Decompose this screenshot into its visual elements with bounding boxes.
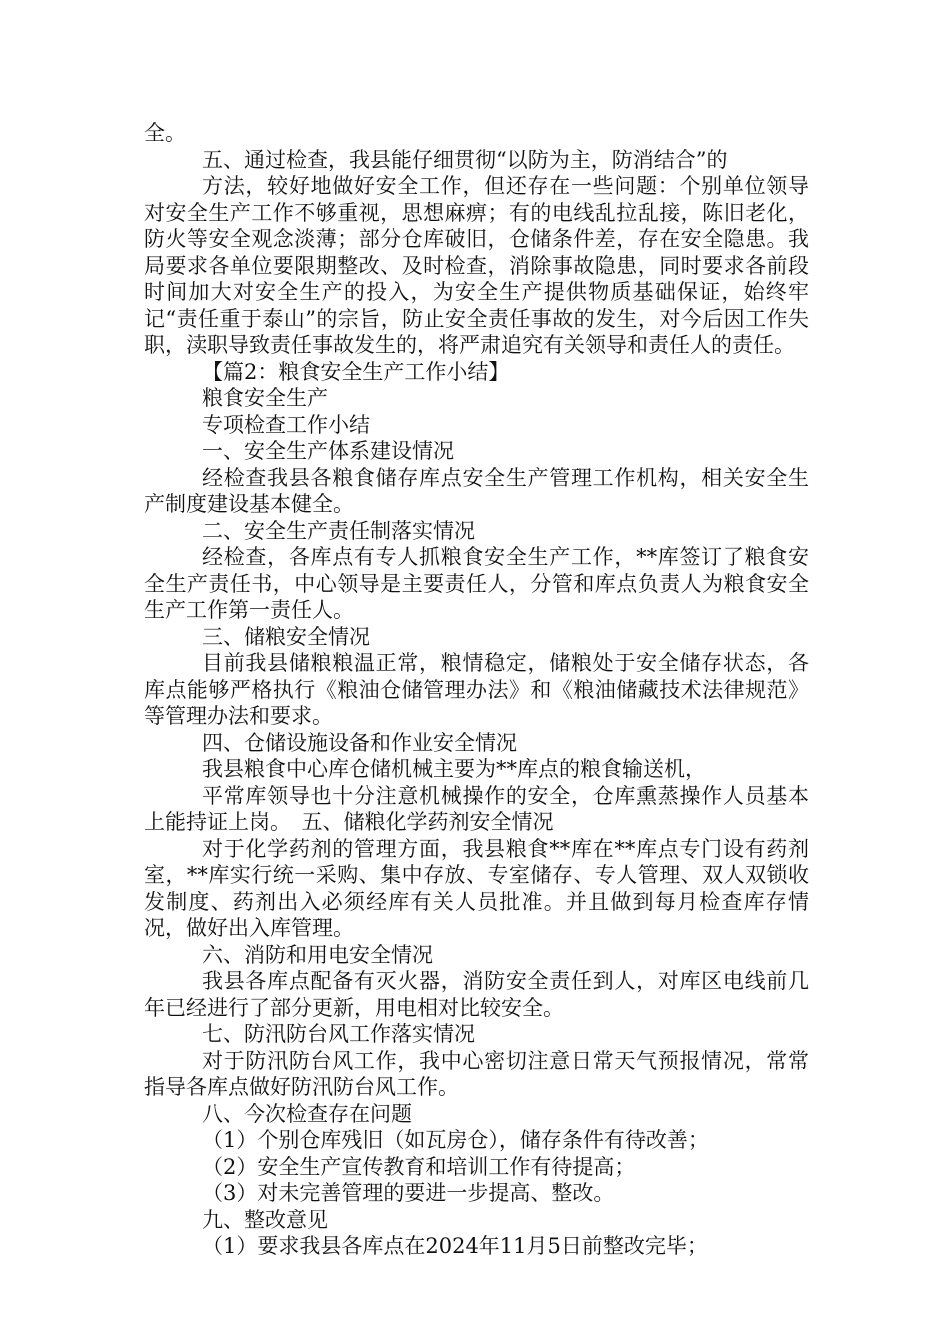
paragraph: 经检查我县各粮食储存库点安全生产管理工作机构，相关安全生产制度建设基本健全。 [144, 465, 809, 516]
section-heading: 三、储粮安全情况 [202, 624, 370, 649]
list-item: （1）要求我县各库点在2024年11月5日前整改完毕； [202, 1234, 708, 1258]
section-heading: 二、安全生产责任制落实情况 [202, 518, 475, 543]
list-item: （2）安全生产宣传教育和培训工作有待提高； [202, 1154, 636, 1179]
paragraph: 对于防汛防台风工作，我中心密切注意日常天气预报情况，常常指导各库点做好防汛防台风工作。 [144, 1048, 809, 1099]
section-heading: 四、仓储设施设备和作业安全情况 [202, 730, 517, 755]
list-item: （1）个别仓库残旧（如瓦房仓），储存条件有待改善； [202, 1128, 709, 1152]
paragraph: 专项检查工作小结 [202, 412, 370, 437]
section-heading: 一、安全生产体系建设情况 [202, 439, 454, 463]
section-heading: 八、今次检查存在问题 [202, 1101, 412, 1126]
paragraph: 对于化学药剂的管理方面，我县粮食**库在**库点专门设有药剂室，**库实行统一采购、集中存放、专室储存、专人管理、双人双锁收发制度、药剂出入必须经库有关人员批准。并且做到每月检查库存情况，做好出入库管理。 [144, 836, 809, 940]
paragraph: 我县各库点配备有灭火器，消防安全责任到人，对库区电线前几年已经进行了部分更新，用电相对比较安全。 [144, 969, 809, 1020]
paragraph: 粮食安全生产 [202, 386, 328, 410]
document-body [144, 120, 809, 1260]
section-heading: 七、防汛防台风工作落实情况 [202, 1022, 475, 1046]
paragraph: 平常库领导也十分注意机械操作的安全，仓库熏蒸操作人员基本上能持证上岗。 五、储粮化学药剂安全情况 [144, 783, 809, 834]
paragraph: 经检查，各库点有专人抓粮食安全生产工作，**库签订了粮食安全生产责任书，中心领导是主要责任人，分管和库点负责人为粮食安全生产工作第一责任人。 [144, 545, 809, 622]
paragraph: 全。 [144, 121, 186, 145]
paragraph: 目前我县储粮粮温正常，粮情稳定，储粮处于安全储存状态，各库点能够严格执行《粮油仓储管理办法》和《粮油储藏技术法律规范》等管理办法和要求。 [144, 651, 809, 728]
paragraph: 方法，较好地做好安全工作，但还存在一些问题：个别单位领导对安全生产工作不够重视，思想麻痹；有的电线乱拉乱接，陈旧老化，防火等安全观念淡薄；部分仓库破旧，仓储条件差，存在安全隐患。我局要求各单位要限期整改、及时检查，消除事故隐患，同时要求各前段时间加大对安全生产的投入，为安全生产提供物质基础保证，始终牢记“责任重于泰山”的宗旨，防止安全责任事故的发生，对今后因工作失职，渎职导致责任事故发生的，将严肃追究有关领导和责任人的责任。 [144, 174, 809, 357]
list-item: （3）对未完善管理的要进一步提高、整改。 [202, 1181, 615, 1205]
section-heading: 【篇2：粮食安全生产工作小结】 [202, 359, 510, 384]
paragraph: 我县粮食中心库仓储机械主要为**库点的粮食输送机， [202, 757, 706, 781]
section-heading: 六、消防和用电安全情况 [202, 942, 433, 967]
paragraph: 五、通过检查，我县能仔细贯彻“以防为主，防消结合”的 [202, 147, 728, 172]
section-heading: 九、整改意见 [202, 1207, 328, 1232]
